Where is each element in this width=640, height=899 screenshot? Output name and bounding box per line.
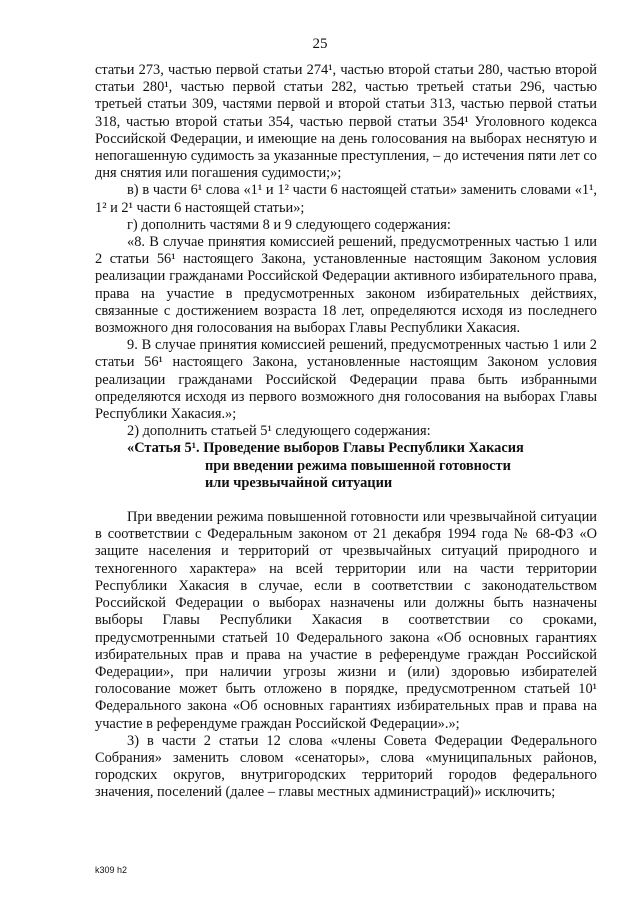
article-title-line-3: или чрезвычайной ситуации [205,474,393,491]
document-body [95,62,597,802]
spacer [95,492,597,509]
article-title-line-1: «Статья 5¹. Проведение выборов Главы Республики Хакасия [127,440,524,457]
article-title [95,440,597,492]
paragraph-part-9: 9. В случае принятия комиссией решений, предусмотренных частью 1 или 2 статьи 56¹ настоящего Закона, установленные настоящим Законом условия реализации гражданами Российской Федерации права быть избранными определяются исходя из первого возможного дня голосования на выборах Главы Республики Хакасия.»; [95,337,597,423]
paragraph-item-3: 3) в части 2 статьи 12 слова «члены Совета Федерации Федерального Собрания» заменить словом «сенаторы», слова «муниципальных районов, городских округов, внутригородских территорий городов федерального значения, поселений (далее – главы местных администраций)» исключить; [95,732,597,801]
paragraph-item-2: 2) дополнить статьей 5¹ следующего содержания: [127,423,431,440]
paragraph-subitem-g: г) дополнить частями 8 и 9 следующего содержания: [127,216,451,233]
paragraph-article-body: При введении режима повышенной готовности или чрезвычайной ситуации в соответствии с Федеральным законом от 21 декабря 1994 года № 68-ФЗ «О защите населения и территорий от чрезвычайных ситуаций природного и техногенного характера» на всей территории или на части территории Республики Хакасия в случае, если в соответствии с законодательством Российской Федерации о выборах назначены или должны быть назначены выборы Главы Республики Хакасия в соответствии со сроками, предусмотренными статьей 10 Федерального закона «Об основных гарантиях избирательных прав и права на участие в референдуме граждан Российской Федерации», при наличии угрозы жизни и (или) здоровью избирателей голосование может быть отложено в порядке, предусмотренном статьей 10¹ Федерального закона «Об основных гарантиях избирательных прав и права на участие в референдуме граждан Российской Федерации».»; [95,509,597,732]
paragraph-continuation: статьи 273, частью первой статьи 274¹, частью второй статьи 280, частью второй статьи 280¹, частью первой статьи 282, частью третьей статьи 296, частью третьей статьи 309, частями первой и второй статьи 313, частью первой статьи 318, частью второй статьи 354, частью первой статьи 354¹ Уголовного кодекса Российской Федерации, и имеющие на день голосования на выборах неснятую и непогашенную судимость за указанные преступления, – до истечения пяти лет со дня снятия или погашения судимости;»; [95,62,597,182]
paragraph-part-8: «8. В случае принятия комиссией решений, предусмотренных частью 1 или 2 статьи 56¹ настоящего Закона, установленные настоящим Законом условия реализации гражданами Российской Федерации активного избирательного права, права на участие в предусмотренных законом избирательных действиях, связанные с достижением возраста 18 лет, определяются исходя из последнего возможного дня голосования на выборах Главы Республики Хакасия. [95,234,597,337]
article-title-line-2: при введении режима повышенной готовности [205,457,511,474]
footer-code: k309 h2 [95,865,128,875]
paragraph-subitem-v: в) в части 6¹ слова «1¹ и 1² части 6 настоящей статьи» заменить словами «1¹, 1² и 2¹ части 6 настоящей статьи»; [95,182,597,216]
page-number: 25 [312,36,328,52]
